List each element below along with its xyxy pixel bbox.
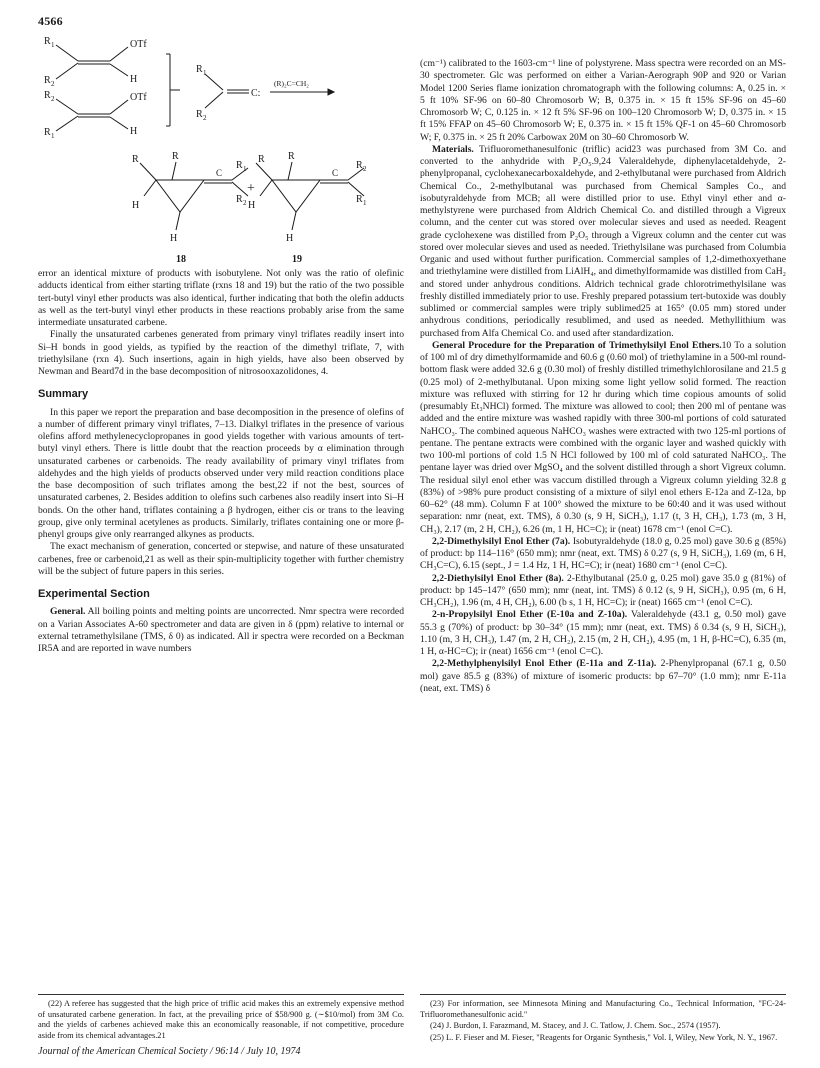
svg-text:OTf: OTf xyxy=(130,92,147,103)
svg-text:H: H xyxy=(130,126,138,137)
svg-text:R: R xyxy=(258,154,265,165)
svg-text:(R)₂C=CH₂: (R)₂C=CH₂ xyxy=(274,79,309,88)
svg-text:R: R xyxy=(236,194,243,205)
svg-text:1: 1 xyxy=(51,41,55,49)
experimental-heading: Experimental Section xyxy=(38,588,150,600)
svg-text:H: H xyxy=(248,200,256,211)
svg-text:R: R xyxy=(356,194,363,205)
svg-text:H: H xyxy=(130,74,138,85)
general-text: All boiling points and melting points are uncorrected. Nmr spectra were recorded on a Varian Associates A-60 spectrometer and data are given in δ (ppm) relative to internal or external tetramethylsilane (TMS, δ 0) as indicated. All ir spectra were recorded on a Beckman IR5A and are reported in wave numbers xyxy=(38,606,404,654)
svg-text:R: R xyxy=(44,36,51,47)
compound-label-19: 19 xyxy=(292,254,302,265)
reaction-scheme xyxy=(36,30,404,268)
materials-run-in-head: Materials. xyxy=(432,143,474,155)
svg-text:C:: C: xyxy=(251,88,261,99)
svg-text:2: 2 xyxy=(203,114,207,122)
svg-text:R: R xyxy=(44,90,51,101)
svg-text:OTf: OTf xyxy=(130,39,147,50)
compound-7a-head: 2,2-Dimethylsilyl Enol Ether (7a). xyxy=(432,535,571,547)
svg-text:2: 2 xyxy=(243,199,247,207)
svg-text:R: R xyxy=(172,151,179,162)
compound-7a-paragraph xyxy=(420,536,786,573)
running-footer: Journal of the American Chemical Society / 96:14 / July 10, 1974 xyxy=(38,1046,301,1057)
svg-text:2: 2 xyxy=(51,95,55,103)
compound-7a-text: Isobutyraldehyde (18.0 g, 0.25 mol) gave 30.6 g (85%) of product: bp 114–116° (650 mm); nmr (neat, ext. TMS) δ 0.27 (s, 9 H, SiCH₃), 1.69 (m, 6 H, CH₃C=C), 6.15 (sept., J = 1.4 Hz, 1 H, HC=C); ir (neat) 1680 cm⁻¹ (enol C=C). xyxy=(420,535,786,572)
svg-text:1: 1 xyxy=(203,69,207,77)
materials-text: Trifluoromethanesulfonic (triflic) acid23 was purchased from 3M Co. and converted to the anhydride with P₂O₅.9,24 Valeraldehyde, diphenylacetaldehyde, 2-phenylpropanal, cyclohexanecarboxaldehyde, and 2-ethylbutanal were purchased from Aldrich Chemical Co., 2-methylbutanal was purchased from Chemical Samples Co., and isobutyraldehyde from MCB; all were distilled prior to use. Ethyl vinyl ether and α-methylstyrene were purchased from Aldrich Chemical Co. and distilled through a Vigreux column, and the center cut was stored over molecular sieves and used as needed. Reagent grade cyclohexene was distilled from P₂O₅ through a Vigreux column and the center cut was stored over molecular sieves and used as needed. Triethylsilane was purchased from Columbia Organic and used without further purification. Commercial samples of 1,2-dimethoxyethane and triethylamine were distilled from LiAlH₄, and dimethylformamide was distilled from CaH₂ and stored under anhydrous conditions. Aldrich technical grade chlorotrimethylsilane was freshly distilled immediately prior to use. Freshly prepared potassium tert-butoxide was doubly sublimed or commercial samples were triply sublimed25 at 165° (0.05 mm) stored under anhydrous conditions, periodically resublimed, and used as needed. Methyllithium was purchased from Alfa Chemical Co. and used after standardization. xyxy=(420,143,786,339)
general-run-in-head: General. xyxy=(50,606,86,618)
svg-text:R: R xyxy=(196,64,203,75)
compound-11a-head: 2,2-Methylphenylsilyl Enol Ether (E-11a and Z-11a). xyxy=(432,658,657,670)
compound-8a-paragraph xyxy=(420,573,786,610)
svg-text:C: C xyxy=(332,168,339,178)
summary-paragraph-1: In this paper we report the preparation and base decomposition in the presence of olefins of a number of different primary vinyl triflates, 7–13. Dialkyl triflates in the presence of various olefins afford methylenecyclopropanes in good yields together with various amounts of tert-butyl vinyl ethers. There is little doubt that the reaction proceeds by α elimination through unsaturated carbenes or carbenoids. The ready availability of primary vinyl triflates from aldehydes and the high yields of products observed under very mild reaction conditions place the base decomposition of such triflates among the best,22 if not the best, sources of unsaturated carbenes, 2. Besides addition to olefins such carbenes also readily insert into Si–H bonds. On the other hand, triflates containing a β hydrogen, either cis or trans to the leaving group, give only terminal acetylenes as products. Similarly, triflates containing one or more β-phenyl groups give only rearranged alkynes as products. xyxy=(38,406,404,540)
svg-text:1: 1 xyxy=(363,199,367,207)
svg-text:1: 1 xyxy=(243,165,247,173)
reaction-scheme-product-labels xyxy=(132,151,367,265)
procedure-paragraph xyxy=(420,340,786,536)
left-paragraph-2: Finally the unsaturated carbenes generated from primary vinyl triflates readily insert into Si–H bonds in good yields, as typified by the reaction of the dimethyl triflate, 7, with triethylsilane (rxn 4). Such insertions, again in high yields, have also been observed by Newman and Beard7d in the base decomposition of nitrosooxazolidones, 4. xyxy=(38,329,404,377)
compound-11a-paragraph xyxy=(420,658,786,695)
svg-text:2: 2 xyxy=(51,80,55,88)
svg-text:H: H xyxy=(170,233,178,244)
svg-text:R: R xyxy=(356,160,363,171)
footnotes-right xyxy=(420,994,786,1044)
compound-10a-head: 2-n-Propylsilyl Enol Ether (E-10a and Z-10a). xyxy=(432,609,628,621)
summary-paragraph-2: The exact mechanism of generation, concerted or stepwise, and nature of these unsaturated carbenes, free or carbenoid,21 as well as their spin-multiplicity together with further chemistry will be the subject of future papers in this series. xyxy=(38,541,404,577)
procedure-run-in-head: General Procedure for the Preparation of Trimethylsilyl Enol Ethers. xyxy=(432,339,722,351)
footnote-24: (24) J. Burdon, I. Farazmand, M. Stacey, and J. C. Tatlow, J. Chem. Soc., 2574 (1957). xyxy=(430,1021,721,1031)
compound-label-18: 18 xyxy=(176,254,186,265)
reaction-scheme-products xyxy=(140,162,364,230)
page-number: 4566 xyxy=(38,14,63,28)
footnote-23: (23) For information, see Minnesota Mining and Manufacturing Co., Technical Information, "FC-24-Trifluoromethanesulfonic acid." xyxy=(420,999,786,1019)
svg-text:2: 2 xyxy=(363,165,367,173)
svg-text:C: C xyxy=(216,168,223,178)
svg-text:H: H xyxy=(132,200,140,211)
summary-heading: Summary xyxy=(38,388,89,401)
svg-text:R: R xyxy=(196,109,203,120)
compound-10a-paragraph xyxy=(420,609,786,658)
general-paragraph xyxy=(38,606,404,655)
materials-paragraph xyxy=(420,144,786,340)
left-column xyxy=(38,268,404,655)
compound-8a-text: 2-Ethylbutanal (25.0 g, 0.25 mol) gave 35.0 g (81%) of product: bp 145–147° (650 mm); nmr (neat, int. TMS) δ 0.12 (s, 9 H, SiCH₃), 0.95 (m, 6 H, CH₃CH₂), 1.96 (m, 4 H, CH₂), 6.00 (b s, 1 H, HC=C); ir (neat) 1665 cm⁻¹ (enol C=C). xyxy=(420,572,787,608)
left-paragraph-1: error an identical mixture of products with isobutylene. Not only was the ratio of olefinic adducts identical from either starting triflate (rxns 18 and 19) but the ratio of the two possible tert-butyl vinyl ether products was also identical, further indicating that both the olefin adducts as well as the tert-butyl vinyl ether products in these reactions probably arise from the same intermediate unsaturated carbene. xyxy=(38,268,404,328)
right-column xyxy=(420,58,786,695)
footnotes-left xyxy=(38,994,404,1042)
procedure-text: 10 To a solution of 100 ml of dry dimethylformamide and 60.6 g (0.60 mol) of triethylamine in a 500-ml round-bottom flask were added 32.6 g (0.30 mol) of freshly distilled trimethylchlorosilane and 21.5 g (0.25 mol) of 2-methylbutanal. Upon mixing some light yellow solid formed. The reaction mixture was refluxed with stirring for 12 hr during which time copious amounts of solid (presumably Et₃NHCl) formed. The mixture was allowed to cool; then 200 ml of pentane was added and the entire mixture was washed rapidly with three 300-ml portions of cold saturated NaHCO₃. The combined aqueous NaHCO₃ washes were extracted with two 125-ml portions of pentane. The pentane extracts were combined with the organic layer and washed quickly with two 100-ml portions of cold 1.5 N HCl followed by 100 ml of cold saturated NaHCO₃. The pentane layer was dried over MgSO₄ and the solvent distilled through a short Vigreux column. The residual silyl enol ether was vaccum distilled through a Vigreux column yielding 32.8 g (83%) of >98% pure product consisting of a mixture of silyl enol ethers E-12a and Z-12a, bp 60–62° (48 mm). Column F at 100° showed the mixture to be 60:40 and it was used without separation: nmr (neat, ext. TMS), δ 0.30 (s, 9 H, SiCH₃), 1.17 (t, 3 H, CH₃), 1.73 (m, 3 H, CH₃), 2.17 (m, 2 H, CH₂), 6.26 (m, 1 H, HC=C); ir (neat) 1678 cm⁻¹ (enol C=C). xyxy=(420,339,786,535)
footnote-25: (25) L. F. Fieser and M. Fieser, "Reagents for Organic Synthesis," Vol. I, Wiley, New York, N. Y., 1967. xyxy=(430,1032,778,1042)
footnote-22: (22) A referee has suggested that the high price of triflic acid makes this an extremely expensive method of unsaturated carbene generation. In fact, at the prevailing price of $58/900 g. (∼$10/mol) from 3M Co. and the yields of carbenes achieved make this an economically reasonable, if not competitive, procedure aside from its chemical advantages.21 xyxy=(38,999,404,1040)
compound-8a-head: 2,2-Diethylsilyl Enol Ether (8a). xyxy=(432,572,564,584)
compound-11a-text: 2-Phenylpropanal (67.1 g, 0.50 mol) gave 85.5 g (83%) of mixture of isomeric products: bp 67–70° (1.0 mm); nmr E-11a (neat, ext. TMS) δ xyxy=(420,658,786,694)
svg-text:1: 1 xyxy=(51,132,55,140)
right-paragraph-1: (cm⁻¹) calibrated to the 1603-cm⁻¹ line of polystyrene. Mass spectra were recorded on an MS-30 spectrometer. Glc was performed on either a Varian-Aerograph 90P and 920 or Varian Model 1200 Series flame ionization chromatograph with the following columns: A, 0.25 in. × 5 ft 10% SF-96 on 60–80 Chromosorb W; B, 0.375 in. × 15 ft 15% SF-96 on 45–60 Chromosorb W; C, 0.125 in. × 12 ft 5% SF-96 on 100–120 Chromosorb W; D, 0.375 in. × 15 ft 15% FFAP on 45–60 Chromosorb W; E, 0.375 in. × 15 ft 15% QF-1 on 45–60 Chromosorb W; F, 0.375 in. × 25 ft 20% Carbowax 20M on 30–60 Chromosorb W. xyxy=(420,58,786,143)
reaction-scheme-top xyxy=(56,45,334,131)
svg-text:R: R xyxy=(288,151,295,162)
svg-text:R: R xyxy=(132,154,139,165)
svg-text:R: R xyxy=(44,75,51,86)
svg-text:R: R xyxy=(236,160,243,171)
reaction-scheme-top-labels xyxy=(44,36,309,140)
svg-text:+: + xyxy=(247,181,255,196)
svg-text:H: H xyxy=(286,233,294,244)
svg-text:R: R xyxy=(44,127,51,138)
compound-10a-text: Valeraldehyde (43.1 g, 0.50 mol) gave 55.3 g (70%) of product: bp 30–34° (15 mm); nmr (neat, ext. TMS) δ 0.34 (s, 9 H, SiCH₃), 1.10 (m, 3 H, CH₃), 1.47 (m, 2 H, CH₂), 2.15 (m, 2 H, CH₂), 4.95 (m, 1 H, β-HC=C), 6.35 (m, 1 H, α-HC=C); ir (neat) 1656 cm⁻¹ (enol C=C). xyxy=(420,609,786,657)
